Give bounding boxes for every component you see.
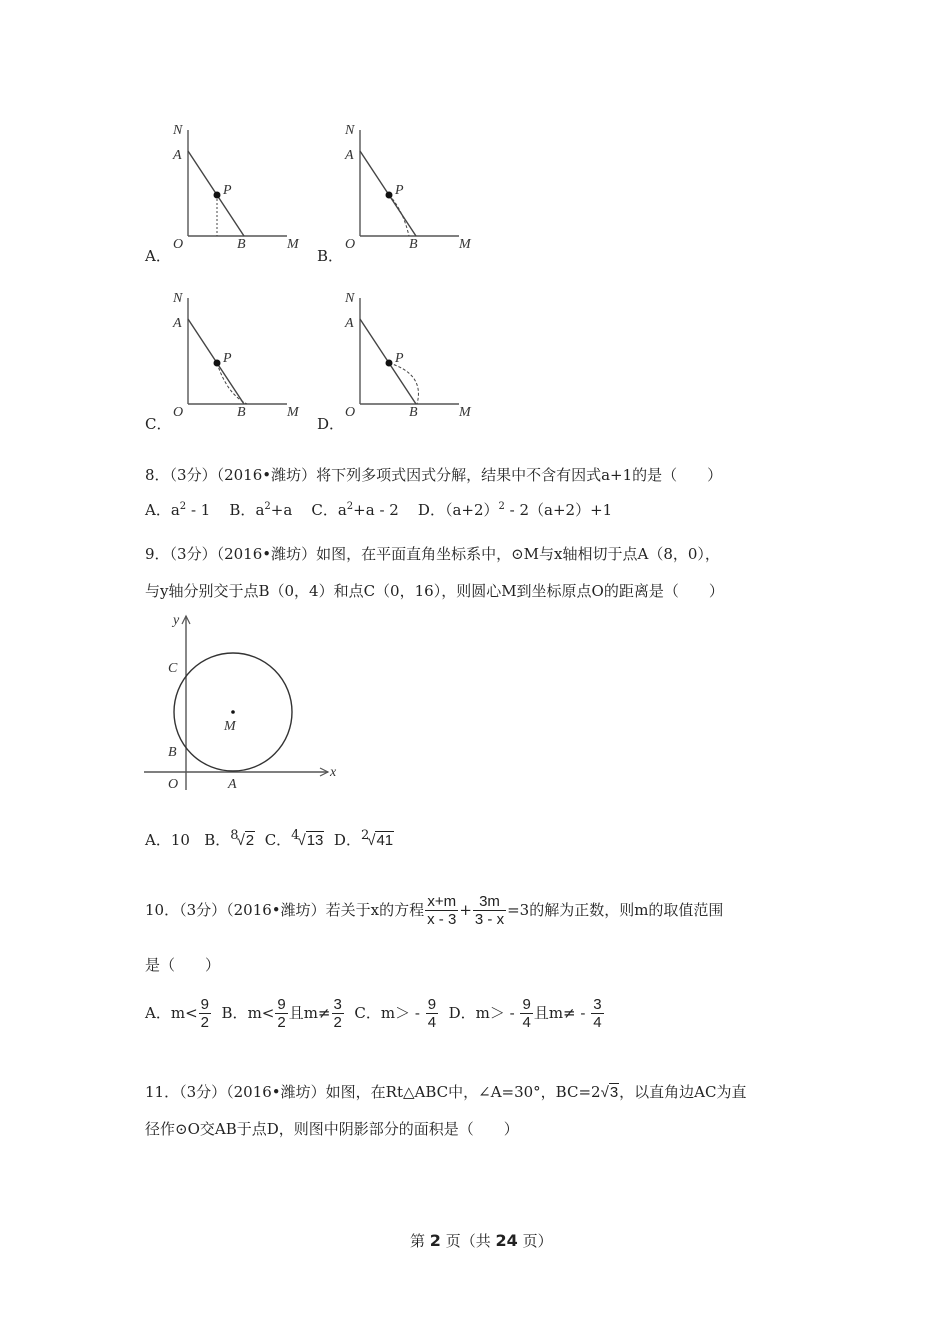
point-a-label: A bbox=[173, 148, 182, 163]
point-p-label: P bbox=[395, 351, 404, 366]
point-p-label: P bbox=[223, 351, 232, 366]
point-a-label: A bbox=[345, 148, 354, 163]
question-10-stem-line2: 是（ ） bbox=[145, 956, 221, 974]
m-axis-label: M bbox=[459, 405, 471, 420]
option-a-label: A． bbox=[145, 247, 171, 265]
point-c-label: C bbox=[168, 661, 178, 676]
n-axis-label: N bbox=[173, 291, 183, 306]
option-c-label: C． bbox=[145, 415, 172, 433]
point-a-label: A bbox=[173, 316, 182, 331]
option-b-label: B． bbox=[317, 247, 344, 265]
x-axis-label: x bbox=[330, 765, 337, 780]
point-p-label: P bbox=[223, 183, 232, 198]
point-a-label: A bbox=[228, 777, 237, 792]
question-11-stem-line1: 11．（3分）（2016•潍坊）如图，在Rt△ABC中，∠A=30°，BC=2√3，以直角边AC为直 bbox=[145, 1083, 747, 1101]
n-axis-label: N bbox=[173, 123, 183, 138]
question-10-stem: 10．（3分）（2016•潍坊）若关于x的方程 $\frac{x+m}{x - 3}$ + $\frac{3m}{3 - x}$ =3的解为正数，则m的取值范围 bbox=[145, 893, 724, 929]
question-9-stem-line1: 9．（3分）（2016•潍坊）如图，在平面直角坐标系中，⊙M与x轴相切于点A（8，0）， bbox=[145, 545, 720, 563]
question-8-stem: 8．（3分）（2016•潍坊）将下列多项式因式分解，结果中不含有因式a+1的是（ ） bbox=[145, 466, 723, 484]
total-pages: 24 bbox=[495, 1231, 518, 1250]
page-footer: 第 2 页（共 24 页） bbox=[410, 1231, 553, 1250]
origin-label: O bbox=[345, 237, 356, 252]
m-axis-label: M bbox=[287, 237, 299, 252]
n-axis-label: N bbox=[345, 291, 355, 306]
m-axis-label: M bbox=[287, 405, 299, 420]
point-b-label: B bbox=[409, 237, 418, 252]
point-b-label: B bbox=[168, 745, 177, 760]
question-10-options: A．m< $\frac{9}{2}$ B．m< $\frac{9}{2}$ 且m≠ $\frac{3}{2}$ C．m＞ - $\frac{9}{4}$ D．m＞ - $\frac{9}{4}$ 且m≠ - $\frac{3}{4}$ bbox=[145, 996, 602, 1032]
option-d-figure bbox=[337, 286, 487, 426]
y-axis-label: y bbox=[173, 613, 180, 628]
point-b-label: B bbox=[237, 237, 246, 252]
center-m-label: M bbox=[224, 719, 236, 734]
m-axis-label: M bbox=[459, 237, 471, 252]
question-9-stem-line2: 与y轴分别交于点B（0，4）和点C（0，16），则圆心M到坐标原点O的距离是（ ） bbox=[145, 582, 724, 600]
origin-label: O bbox=[168, 777, 179, 792]
option-c-figure bbox=[165, 286, 315, 426]
point-a-label: A bbox=[345, 316, 354, 331]
question-9-figure bbox=[140, 608, 350, 798]
question-9-options: A．10 B．8√2 C．4√13 D．2√41 bbox=[145, 828, 394, 849]
question-11-stem-line2: 径作⊙O交AB于点D，则图中阴影部分的面积是（ ） bbox=[145, 1120, 519, 1138]
option-b-figure bbox=[337, 118, 487, 258]
point-p-label: P bbox=[395, 183, 404, 198]
option-a-figure bbox=[165, 118, 315, 258]
question-8-options: A．$a^2 - 1$ B．$a^2+a$ C．$a^2+a - 2$ D．$(a+2)^2 - 2(a+2)+1$ bbox=[145, 501, 613, 519]
origin-label: O bbox=[173, 237, 184, 252]
point-b-label: B bbox=[237, 405, 246, 420]
page-number: 2 bbox=[429, 1231, 441, 1250]
origin-label: O bbox=[173, 405, 184, 420]
point-b-label: B bbox=[409, 405, 418, 420]
n-axis-label: N bbox=[345, 123, 355, 138]
option-d-label: D． bbox=[317, 415, 345, 433]
origin-label: O bbox=[345, 405, 356, 420]
